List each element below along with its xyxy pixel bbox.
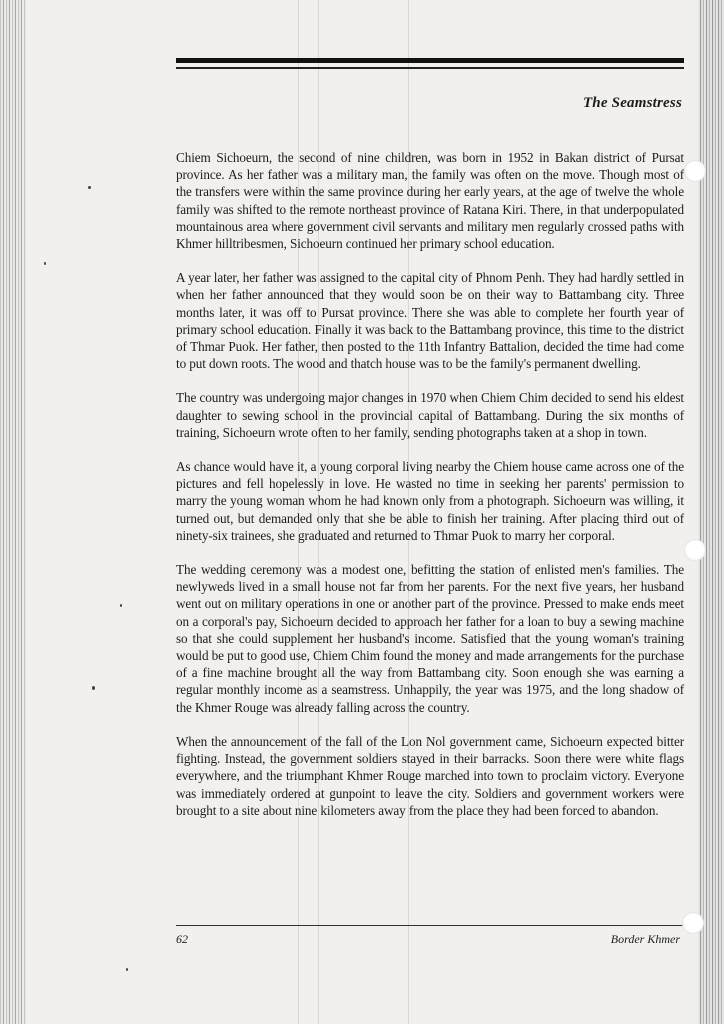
paragraph: Chiem Sichoeurn, the second of nine children, was born in 1952 in Bakan district of Pursat province. As her father was a military man, the family was often on the move. Though most of the transfers were within the same province during her early years, at the age of twelve the whole family was shifted to the remote northeast province of Ratana Kiri. There, in that underpopulated mountainous area where government civil servants and military men regularly crossed paths with Khmer hilltribesmen, Sichoeurn continued her primary school education. xyxy=(176,150,684,252)
scan-edge-left xyxy=(0,0,26,1024)
scan-speck xyxy=(44,262,46,265)
punch-hole xyxy=(682,912,704,934)
scan-edge-right xyxy=(698,0,724,1024)
punch-hole xyxy=(684,539,706,561)
scan-speck xyxy=(88,186,91,189)
paragraph: The country was undergoing major changes in 1970 when Chiem Chim decided to send his eldest daughter to sewing school in the provincial capital of Battambang. During the six months of training, Sichoeurn wrote often to her family, sending photographs taken at a shop in town. xyxy=(176,390,684,440)
article-body xyxy=(176,149,684,836)
punch-hole xyxy=(684,160,706,182)
footer-rule xyxy=(176,925,684,926)
publication-name: Border Khmer xyxy=(610,932,680,946)
header-rule-thick xyxy=(176,58,684,63)
header-rule xyxy=(176,58,684,70)
paragraph: A year later, her father was assigned to the capital city of Phnom Penh. They had hardly settled in when her father announced that they would soon be on their way to Battambang city. Three months later, it was off to Pursat province. There she was able to complete her fourth year of primary school education. Finally it was back to the Battambang province, this time to the district of Thmar Puok. Her father, then posted to the 11th Infantry Battalion, decided the time had come to put down roots. The wood and thatch house was to be the family's permanent dwelling. xyxy=(176,270,684,372)
scan-speck xyxy=(126,968,128,971)
page-title: The Seamstress xyxy=(582,95,682,111)
paragraph: As chance would have it, a young corporal living nearby the Chiem house came across one of the pictures and fell hopelessly in love. He wasted no time in seeking her parents' permission to marry the young woman whom he had known only from a photograph. Sichoeurn was willing, it turned out, but demanded only that she be able to finish her training. After placing third out of ninety-six trainees, she graduated and returned to Thmar Puok to marry her corporal. xyxy=(176,459,684,543)
paragraph: The wedding ceremony was a modest one, befitting the station of enlisted men's families. The newlyweds lived in a small house not far from her parents. For the next five years, her husband went out on military operations in one or another part of the province. Pressed to make ends meet on a corporal's pay, Sichoeurn decided to approach her father for a loan to buy a sewing machine so that she could supplement her husband's income. Satisfied that the young woman's training would be put to good use, Chiem Chim found the money and made arrangements for the purchase of a fine machine brought all the way from Battambang city. Soon enough she was earning a regular monthly income as a seamstress. Unhappily, the year was 1975, and the long shadow of the Khmer Rouge was already falling across the country. xyxy=(176,562,684,715)
paragraph: When the announcement of the fall of the Lon Nol government came, Sichoeurn expected bitter fighting. Instead, the government soldiers stayed in their barracks. Soon there were white flags everywhere, and the triumphant Khmer Rouge marched into town to proclaim victory. Everyone was immediately ordered at gunpoint to leave the city. Soldiers and government workers were brought to a site about nine kilometers away from the place they had been forced to abandon. xyxy=(176,733,684,818)
scan-speck xyxy=(92,686,95,690)
page-number: 62 xyxy=(176,932,188,946)
scan-speck xyxy=(120,604,122,607)
header-rule-thin xyxy=(176,67,684,69)
